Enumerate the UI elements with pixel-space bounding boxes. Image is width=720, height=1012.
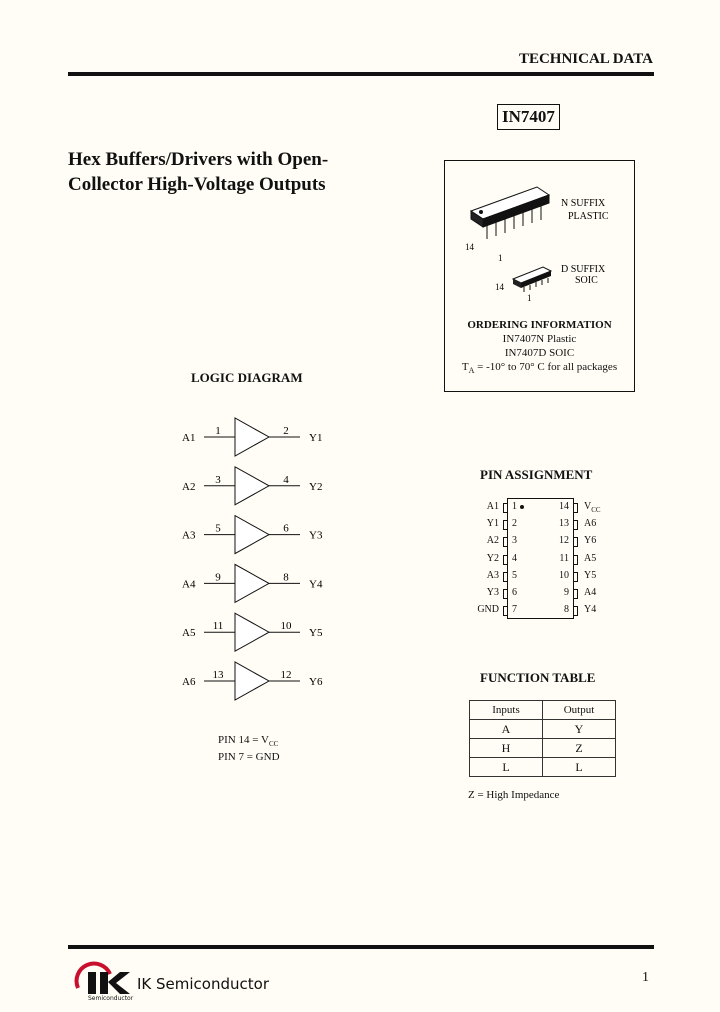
temp-text: = -10° to 70° C for all packages [474,361,618,373]
pin-stub [503,572,508,582]
pin-stub [503,537,508,547]
n-suffix-label: N SUFFIX [561,198,606,209]
header-inputs: Inputs [470,701,543,720]
power-notes [218,734,280,764]
buffer-gate-6 [182,662,323,700]
input-pin-label: 13 [212,669,224,681]
pin-stub [573,537,578,547]
pin-stub [573,589,578,599]
pin-stub [503,503,508,513]
pin-number-left: 2 [512,518,517,530]
vcc-note: PIN $14 = V_{CC}$ [218,734,279,749]
pin-stub [573,503,578,513]
pin-stub [503,520,508,530]
table-cell: Y [543,720,616,739]
temp-sub: A [468,366,475,376]
pin-stub [573,520,578,530]
output-pin-label: 4 [283,473,289,486]
output-pin-label: 12 [280,669,292,681]
input-pin-label: 9 [215,571,221,584]
dip-pin14-label: 14 [465,242,474,252]
title-line-2: Collector High-Voltage Outputs [68,174,326,195]
buffer-gate-4 [182,564,323,602]
pin-name-left: GND [477,604,499,616]
output-pin-label: 8 [283,571,289,584]
pin-name-right: Y5 [584,569,597,581]
order-d: IN7407D SOIC [504,347,575,359]
output-name-label: Y5 [309,627,323,640]
pin-name-right: A4 [584,587,597,598]
table-cell: A [470,720,543,739]
title-line-1: Hex Buffers/Drivers with Open- [68,149,329,170]
input-pin-label: 1 [215,425,221,437]
table-row [470,758,616,777]
ordering-info-title: ORDERING INFORMATION [467,319,612,331]
output-name-label: Y4 [309,578,323,591]
pin-number-right: 14 [559,501,569,512]
header-output: Output [543,701,616,720]
pin-number-left: 6 [512,587,517,598]
function-table [469,700,616,777]
pin-name-left: Y3 [486,587,499,598]
buffer-gate-1 [182,418,322,456]
pin-name-right: A5 [584,552,597,564]
section-title: TECHNICAL DATA [518,51,653,67]
pin-stub [503,555,508,565]
pin-name-left: Y2 [486,552,499,564]
soic-pin1-label: 1 [527,293,532,303]
pin-name-left: A1 [486,501,499,512]
table-header-row [470,701,616,720]
pin-name-left: A3 [486,569,499,581]
table-row [470,720,616,739]
company-name: IK Semiconductor [137,975,269,993]
table-cell: Z [543,739,616,758]
part-number: IN7407 [497,104,560,130]
pin-number-left: 1 [512,501,517,512]
pin-number-right: 9 [564,587,569,598]
dip-pin1-label: 1 [498,253,503,263]
temp-symbol: T [461,361,469,373]
function-table-title: FUNCTION TABLE [480,670,596,685]
d-suffix-label: D SUFFIX [561,264,606,275]
pin-number-right: 8 [564,604,569,616]
order-n: IN7407N Plastic [502,333,577,345]
pin-number-left: 5 [512,569,517,581]
pin-number-right: 10 [559,569,569,581]
input-name-label: A2 [182,480,196,493]
pin-stub [573,606,578,616]
output-pin-label: 10 [280,620,292,633]
input-name-label: A3 [182,529,196,542]
pin-number-right: 13 [559,518,569,530]
function-table-note: Z = High Impedance [468,789,560,801]
company-logo [74,960,132,1002]
footer-rule [68,945,654,949]
input-name-label: A1 [182,432,196,444]
table-cell: H [470,739,543,758]
table-row [470,739,616,758]
n-type-label: PLASTIC [568,211,609,222]
pin-stub [503,589,508,599]
table-cell: L [543,758,616,777]
output-name-label: Y2 [309,480,323,493]
output-name-label: Y1 [309,432,323,444]
buffer-gate-5 [182,613,323,651]
pin-name-left: Y1 [486,518,499,530]
pin-number-right: 12 [559,535,569,547]
pin-name-right: Y4 [584,604,597,616]
input-pin-label: 3 [215,473,221,486]
pin1-marker-icon [520,505,524,509]
output-pin-label: 6 [283,522,289,535]
pin-name-right: Y6 [584,535,597,547]
logic-diagram-title: LOGIC DIAGRAM [191,370,303,385]
pin-number-right: 11 [559,552,569,564]
pin-assignment-title: PIN ASSIGNMENT [480,467,593,482]
pin-number-left: 4 [512,552,517,564]
pin-name-left: A2 [486,535,499,547]
soic-pin14-label: 14 [495,282,504,292]
pin-stub [573,555,578,565]
buffer-gate-2 [182,467,322,505]
pin-name-right: A6 [584,518,597,530]
input-pin-label: 5 [215,522,221,535]
input-name-label: A4 [182,578,196,591]
pin-number-left: 7 [512,604,517,616]
pin-stub [503,606,508,616]
input-name-label: A6 [182,676,196,688]
pin-stub [573,572,578,582]
logo-subtext: Semiconductor [88,995,134,1002]
output-pin-label: 2 [283,425,289,437]
page-number: 1 [642,970,649,985]
output-name-label: Y6 [309,676,323,688]
d-type-label: SOIC [575,275,598,286]
buffer-gate-3 [182,516,323,554]
input-name-label: A5 [182,627,196,640]
table-cell: L [470,758,543,777]
pin-number-left: 3 [512,535,517,547]
gnd-note: PIN 7 = GND [218,751,280,764]
input-pin-label: 11 [212,620,224,633]
output-name-label: Y3 [309,529,323,542]
pin-name-right: $V_{CC}$ [584,501,601,514]
